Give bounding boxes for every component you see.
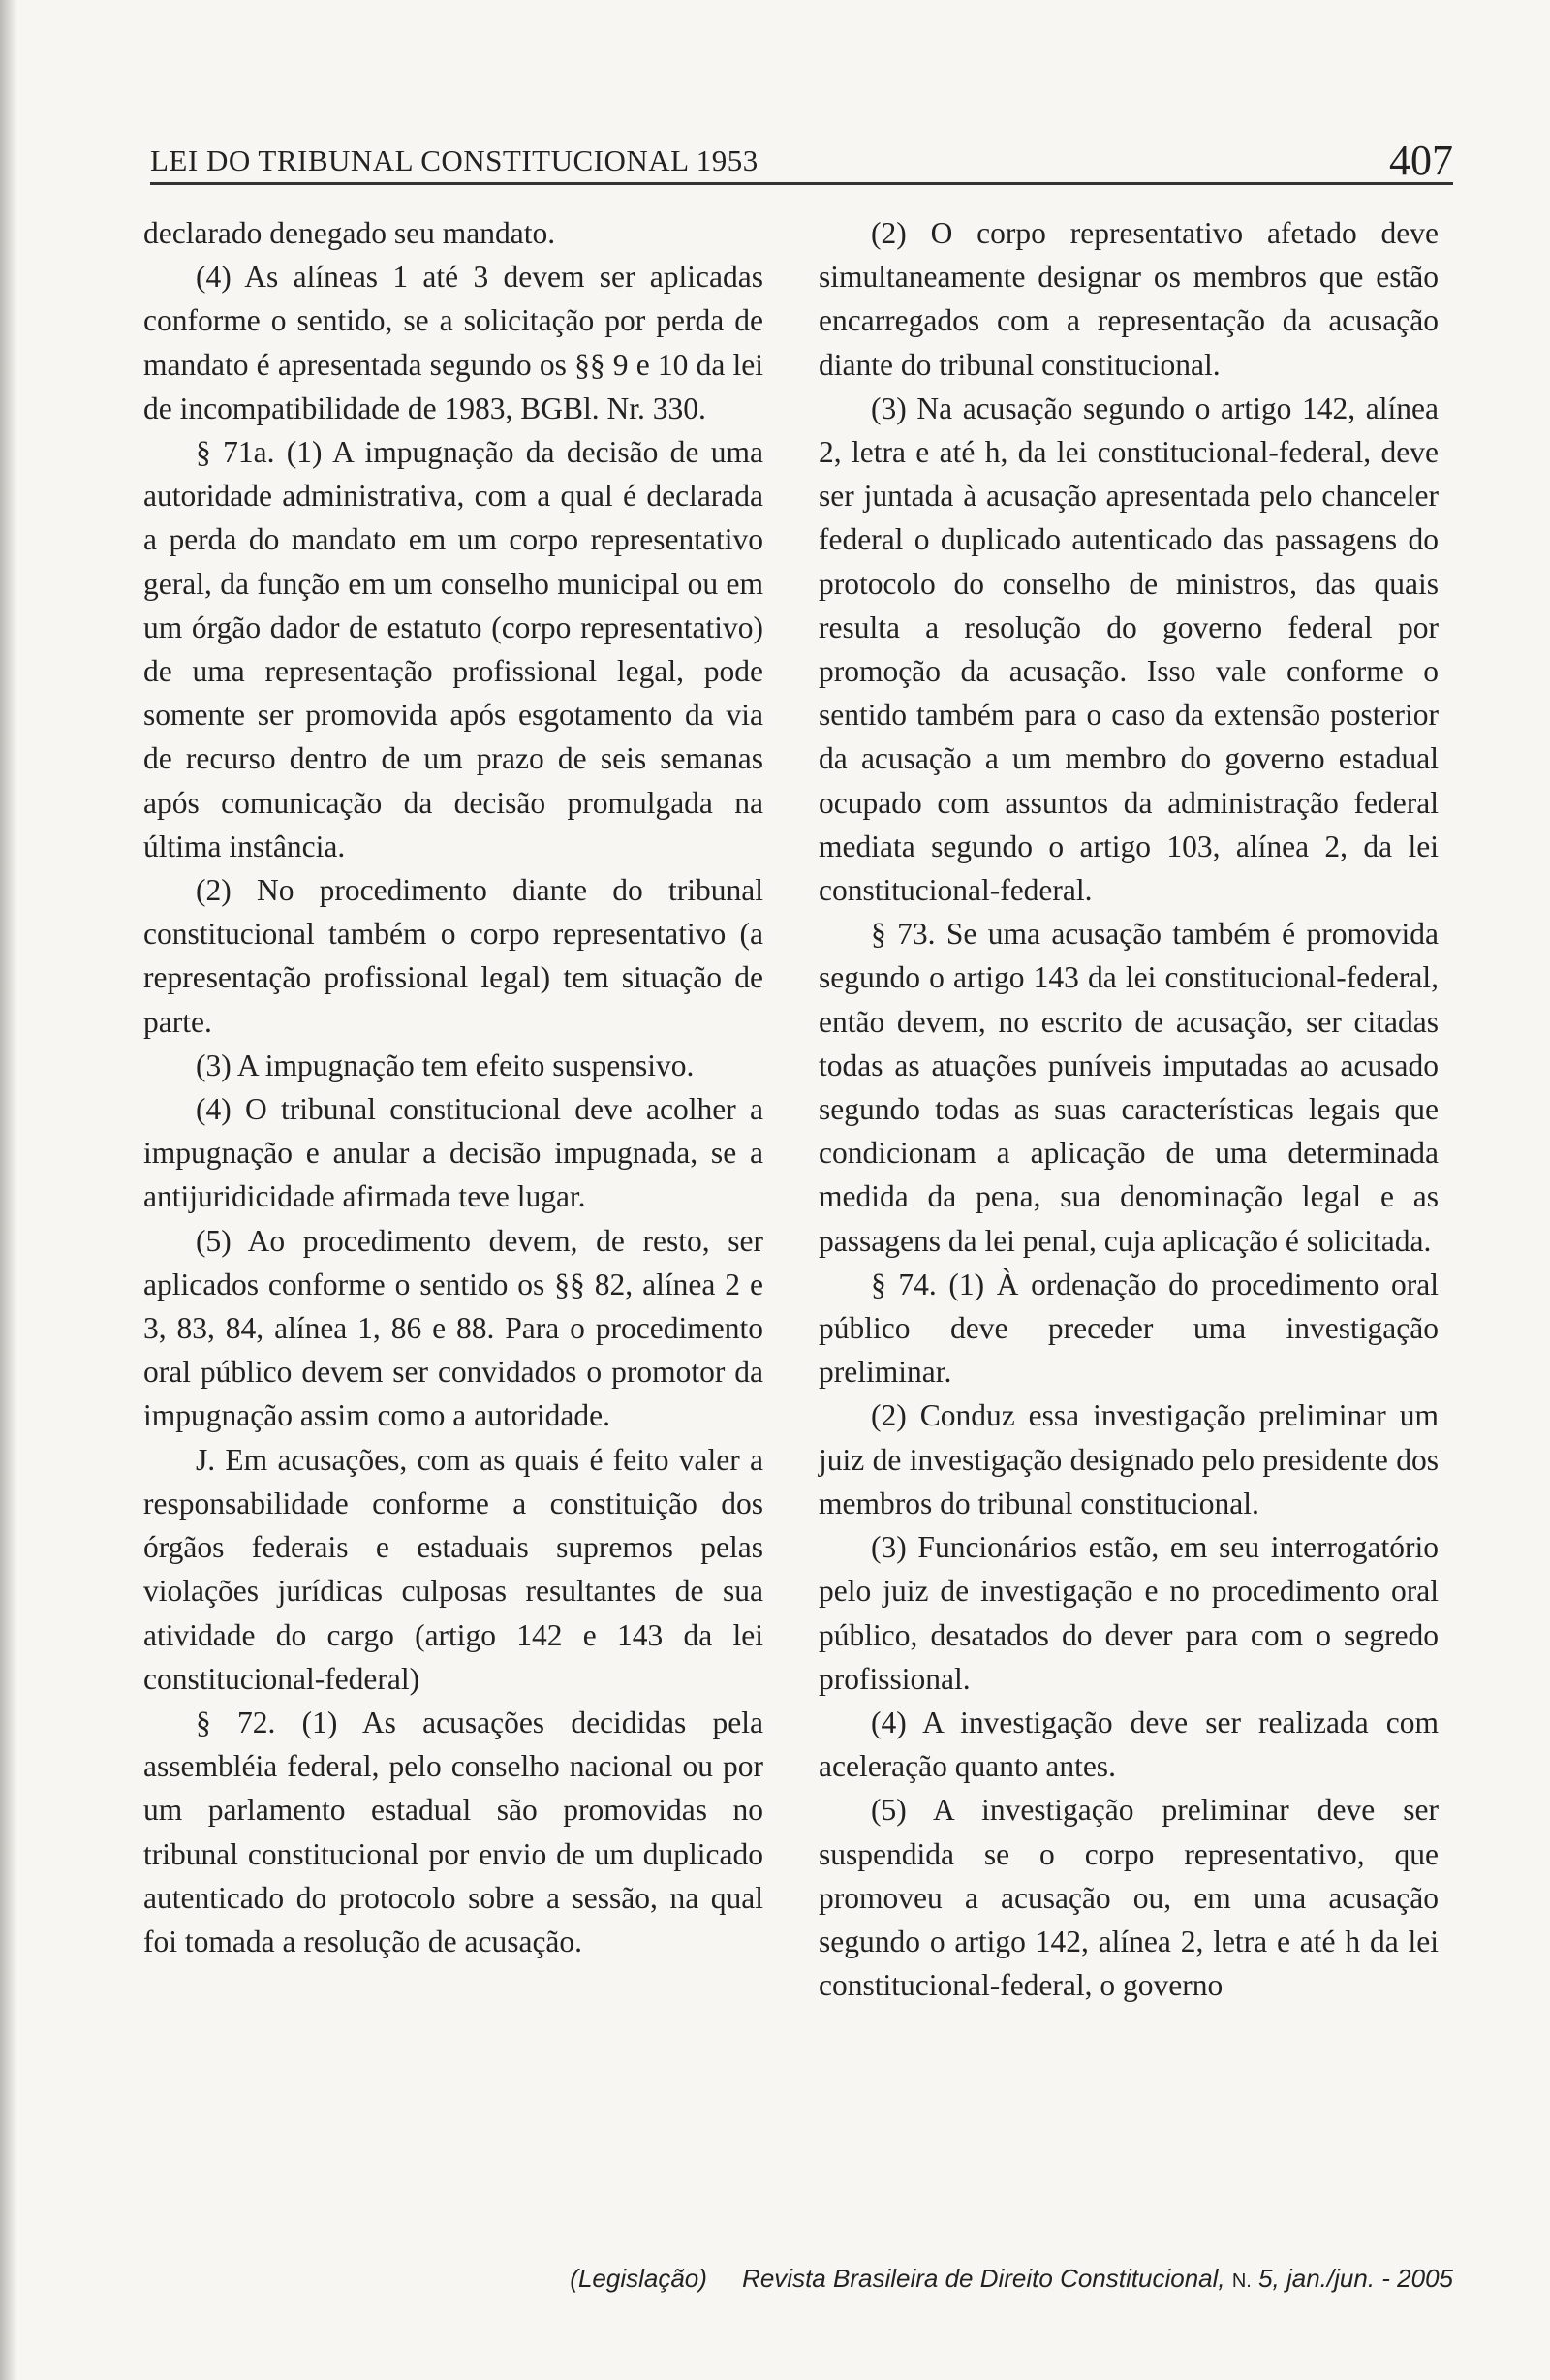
paragraph: (3) A impugnação tem efeito suspensivo. [196,1048,695,1082]
paragraph: (2) No procedimento diante do tribunal constitucional também o corpo representativo (a representação profissional legal) tem situação de parte. [143,873,763,1039]
left-column [143,211,763,1963]
paragraph: declarado denegado seu mandato. [143,216,556,250]
paragraph: (5) A investigação preliminar deve ser suspendida se o corpo representativo, que promoveu a acusação ou, em uma acusação segundo o artigo 142, alínea 2, letra e até h da lei constitucional-federal, o governo [819,1793,1439,2003]
page-header [150,136,1453,185]
paragraph: (5) Ao procedimento devem, de resto, ser aplicados conforme o sentido os §§ 82, alínea 2 e 3, 83, 84, alínea 1, 86 e 88. Para o procedimento oral público devem ser convidados o promotor da impugnação assim como a autoridade. [143,1223,763,1433]
paragraph: (2) O corpo representativo afetado deve simultaneamente designar os membros que estão encarregados com a representação da acusação diante do tribunal constitucional. [819,216,1439,382]
paragraph: (4) O tribunal constitucional deve acolher a impugnação e anular a decisão impugnada, se a antijuridicidade afirmada teve lugar. [143,1092,763,1214]
footer-number-abbrev: N. [1231,2270,1252,2292]
right-column [819,211,1439,2007]
footer-section: (Legislação) [570,2264,707,2293]
footer-journal: Revista Brasileira de Direito Constitucional, [742,2264,1225,2293]
page-footer [368,2264,1453,2294]
section-heading-paragraph: J. Em acusações, com as quais é feito valer a responsabilidade conforme a constituição dos órgãos federais e estaduais supremos pelas violações jurídicas culposas resultantes de sua atividade do cargo (artigo 142 e 143 da lei constitucional-federal) [143,1442,763,1696]
paragraph: § 71a. (1) A impugnação da decisão de uma autoridade administrativa, com a qual é declarada a perda do mandato em um corpo representativo geral, da função em um conselho municipal ou em um órgão dador de estatuto (corpo representativo) de uma representação profissional legal, pode somente ser promovida após esgotamento da via de recurso dentro de um prazo de seis semanas após comunicação da decisão promulgada na última instância. [143,435,763,863]
page-gutter-shadow [0,0,17,2380]
paragraph: (4) A investigação deve ser realizada com aceleração quanto antes. [819,1705,1439,1784]
running-head: LEI DO TRIBUNAL CONSTITUCIONAL 1953 [150,143,759,177]
paragraph: (4) As alíneas 1 até 3 devem ser aplicadas conforme o sentido, se a solicitação por perda de mandato é apresentada segundo os §§ 9 e 10 da lei de incompatibilidade de 1983, BGBl. Nr. 330. [143,260,763,425]
paragraph: § 74. (1) À ordenação do procedimento oral público deve preceder uma investigação preliminar. [819,1267,1439,1390]
paragraph: (2) Conduz essa investigação preliminar um juiz de investigação designado pelo presidente dos membros do tribunal constitucional. [819,1398,1439,1520]
paragraph: (3) Funcionários estão, em seu interrogatório pelo juiz de investigação e no procedimento oral público, desatados do dever para com o segredo profissional. [819,1530,1439,1696]
footer-issue: 5, jan./jun. - 2005 [1258,2264,1453,2293]
page-number: 407 [1389,137,1453,184]
paragraph: § 73. Se uma acusação também é promovida segundo o artigo 143 da lei constitucional-federal, então devem, no escrito de acusação, ser citadas todas as atuações puníveis imputadas ao acusado segundo todas as suas características legais que condicionam a aplicação de uma determinada medida da pena, sua denominação legal e as passagens da lei penal, cuja aplicação é solicitada. [819,917,1439,1258]
paragraph: (3) Na acusação segundo o artigo 142, alínea 2, letra e até h, da lei constitucional-federal, deve ser juntada à acusação apresentada pelo chanceler federal o duplicado autenticado das passagens do protocolo do conselho de ministros, das quais resulta a resolução do governo federal por promoção da acusação. Isso vale conforme o sentido também para o caso da extensão posterior da acusação a um membro do governo estadual ocupado com assuntos da administração federal mediata segundo o artigo 103, alínea 2, da lei constitucional-federal. [819,391,1439,908]
paragraph: § 72. (1) As acusações decididas pela assembléia federal, pelo conselho nacional ou por um parlamento estadual são promovidas no tribunal constitucional por envio de um duplicado autenticado do protocolo sobre a sessão, na qual foi tomada a resolução de acusação. [143,1705,763,1958]
